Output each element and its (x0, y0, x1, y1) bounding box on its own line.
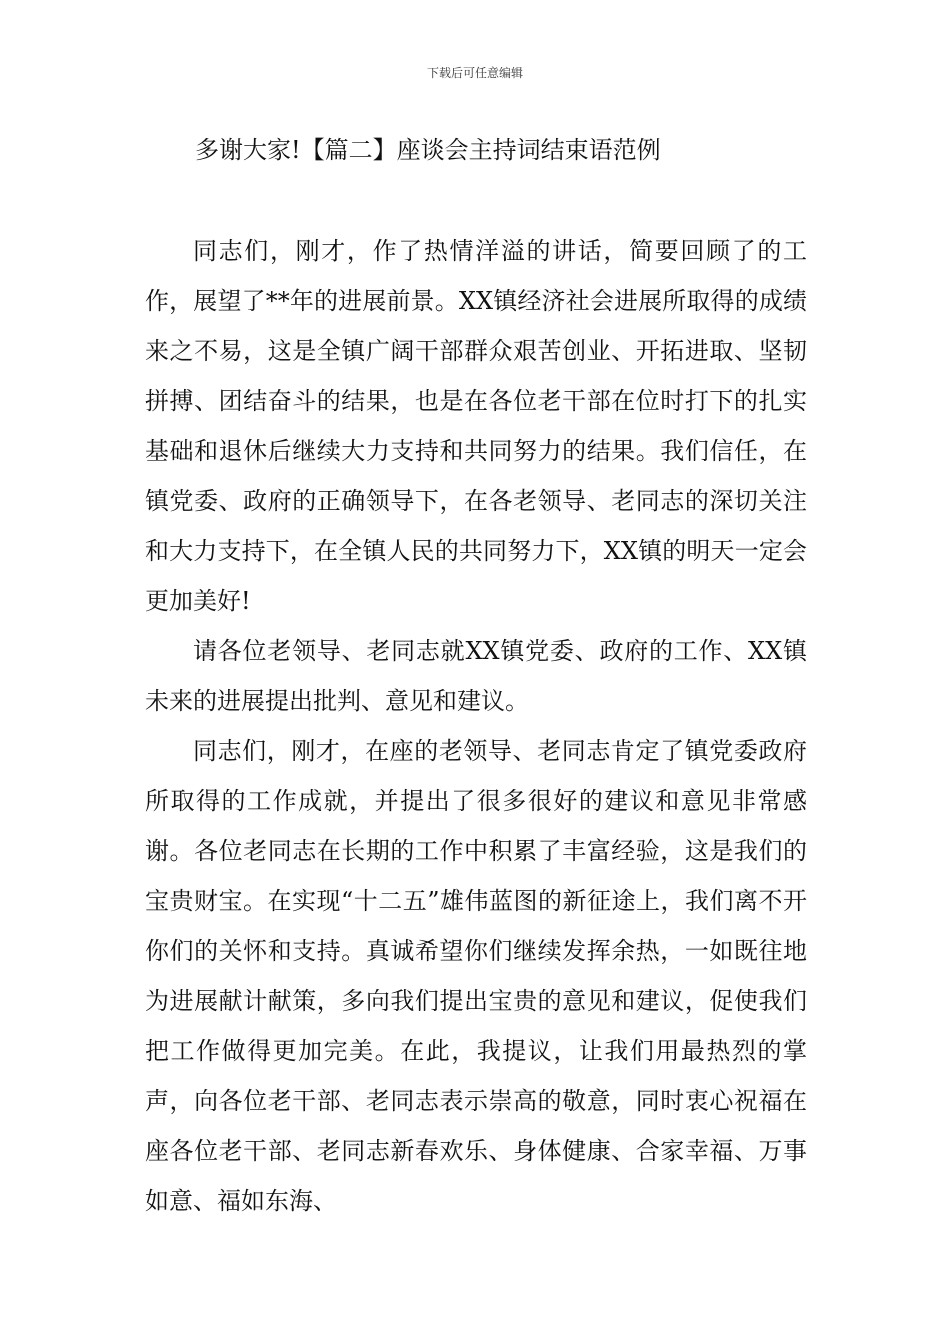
paragraph-3: 同志们，刚才，在座的老领导、老同志肯定了镇党委政府所取得的工作成就，并提出了很多很好的建议和意见非常感谢。各位老同志在长期的工作中积累了丰富经验，这是我们的宝贵财宝。在实现“十二五”雄伟蓝图的新征途上，我们离不开你们的关怀和支持。真诚希望你们继续发挥余热，一如既往地为进展献计献策，多向我们提出宝贵的意见和建议，促使我们把工作做得更加完美。在此，我提议，让我们用最热烈的掌声，向各位老干部、老同志表示崇高的敬意，同时衷心祝福在座各位老干部、老同志新春欢乐、身体健康、合家幸福、万事如意、福如东海、 (145, 737, 807, 1215)
paragraph-2: 请各位老领导、老同志就XX镇党委、政府的工作、XX镇未来的进展提出批判、意见和建议。 (145, 637, 807, 715)
page-header-note: 下载后可任意编辑 (426, 66, 523, 80)
section-title: 多谢大家!【篇二】座谈会主持词结束语范例 (195, 136, 661, 164)
paragraph-1: 同志们，刚才，作了热情洋溢的讲话，简要回顾了的工作，展望了**年的进展前景。XX镇经济社会进展所取得的成绩来之不易，这是全镇广阔干部群众艰苦创业、开拓进取、坚韧拼搏、团结奋斗的结果，也是在各位老干部在位时打下的扎实基础和退休后继续大力支持和共同努力的结果。我们信任，在镇党委、政府的正确领导下，在各老领导、老同志的深切关注和大力支持下，在全镇人民的共同努力下，XX镇的明天一定会更加美好! (145, 237, 807, 615)
document-body (145, 226, 807, 1226)
